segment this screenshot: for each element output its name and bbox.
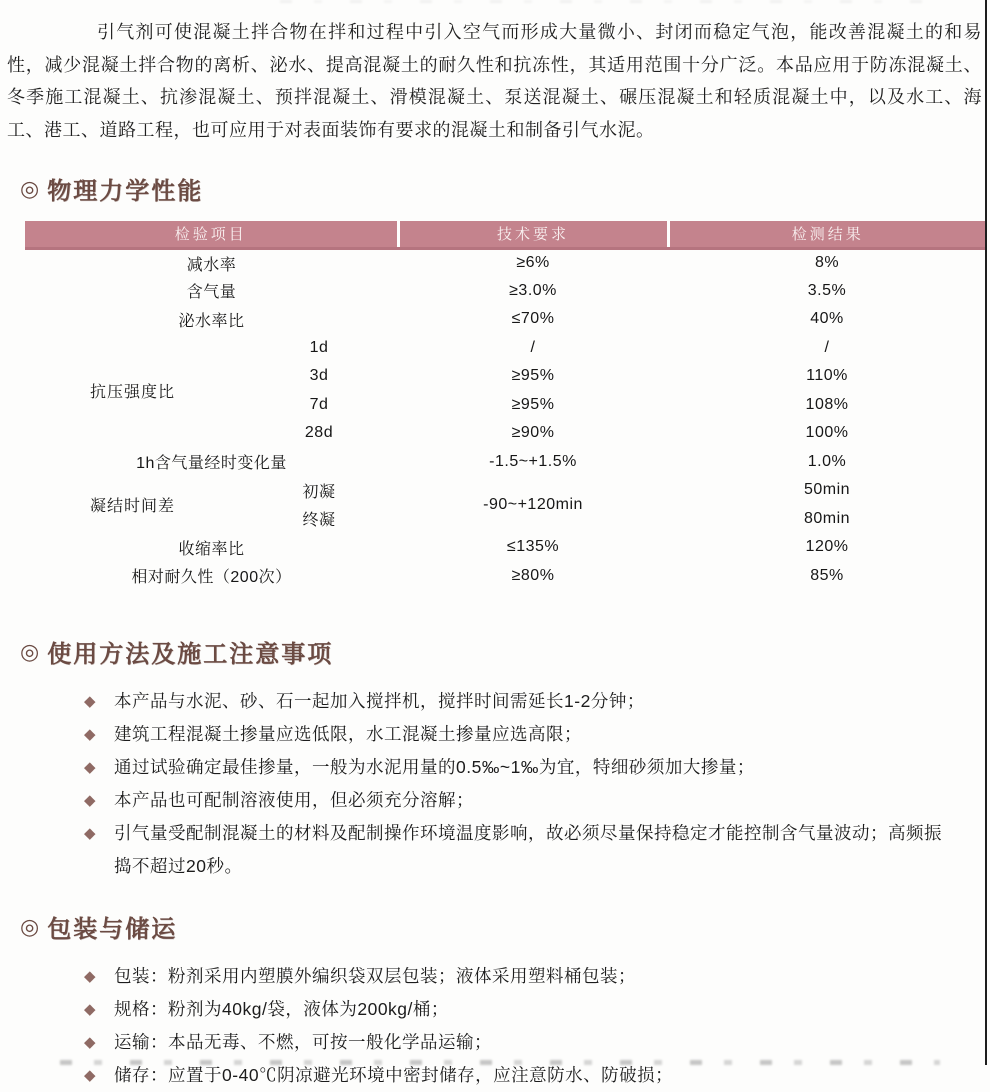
table-row: [25, 248, 986, 277]
list-item: [84, 784, 954, 817]
cell-sub-item: 7d: [309, 395, 329, 413]
cell-item: 泌水率比: [178, 312, 245, 330]
table-header-requirement: 技术要求: [398, 221, 668, 248]
section-title: 包装与储运: [47, 916, 178, 943]
cell-result: 110%: [806, 367, 848, 385]
page-edge-scan-line: [985, 0, 987, 1065]
cell-requirement: ≤135%: [506, 538, 560, 556]
table-header-row: [25, 221, 986, 248]
table-row: [25, 448, 986, 477]
cell-item: 1h含气量经时变化量: [136, 455, 287, 473]
bullet-text: 建筑工程混凝土掺量应选低限，水工混凝土掺量应选高限；: [114, 724, 583, 744]
table-row: [25, 476, 986, 505]
bullet-text: 规格：粉剂为40kg/袋，液体为200kg/桶；: [114, 999, 449, 1019]
table-header-result: 检测结果: [668, 221, 986, 248]
cell-sub-item: 28d: [304, 424, 334, 442]
cell-result: 120%: [805, 538, 849, 556]
cell-sub-item: 终凝: [302, 512, 336, 530]
diamond-bullet-icon: ◆: [84, 693, 97, 710]
bullet-text: 引气量受配制混凝土的材料及配制操作环境温度影响，故必须尽量保持稳定才能控制含气量波动；高频振捣不超过20秒。: [114, 823, 943, 876]
diamond-bullet-icon: ◆: [84, 968, 97, 985]
bullet-text: 运输：本品无毒、不燃，可按一般化学品运输；: [114, 1032, 493, 1052]
double-circle-icon: ◎: [20, 638, 40, 664]
list-item: [84, 960, 954, 993]
bullet-text: 储存：应置于0-40℃阴凉避光环境中密封储存，应注意防水、防破损；: [114, 1065, 674, 1085]
list-item: [84, 993, 954, 1026]
cell-requirement: ≥95%: [511, 367, 555, 385]
cell-result: 1.0%: [807, 452, 847, 470]
diamond-bullet-icon: ◆: [84, 1001, 97, 1018]
diamond-bullet-icon: ◆: [84, 759, 97, 776]
list-item: [84, 751, 954, 784]
table-row: [25, 334, 986, 363]
cell-result: 40%: [810, 310, 844, 328]
list-item: [84, 685, 954, 718]
cell-requirement: ≥90%: [511, 424, 555, 442]
cell-sub-item: 初凝: [302, 483, 336, 501]
section-heading-packaging: [20, 909, 990, 944]
cell-item: 含气量: [186, 284, 237, 302]
table-row: [25, 277, 986, 306]
cell-result: 108%: [805, 395, 849, 413]
clipped-text-remnant-bottom: [60, 1060, 940, 1065]
clipped-text-remnant-top: [280, 0, 940, 3]
diamond-bullet-icon: ◆: [84, 1034, 97, 1051]
cell-sub-item: 3d: [309, 367, 329, 385]
table-header-item: 检验项目: [25, 221, 398, 248]
cell-result: 8%: [814, 254, 840, 271]
table-row: [25, 533, 986, 562]
double-circle-icon: ◎: [20, 175, 40, 201]
section-heading-usage: [20, 634, 990, 669]
cell-result: /: [824, 338, 830, 356]
cell-result: 50min: [803, 481, 851, 499]
cell-requirement: /: [530, 338, 536, 356]
cell-requirement: -90~+120min: [483, 495, 583, 513]
list-item: [84, 817, 954, 883]
table-row: [25, 562, 986, 591]
section-heading-physical: [20, 171, 990, 206]
packaging-bullet-list: [84, 960, 954, 1092]
cell-item: 收缩率比: [178, 540, 245, 558]
cell-requirement: ≥95%: [511, 395, 555, 413]
bullet-text: 包装：粉剂采用内塑膜外编织袋双层包装；液体采用塑料桶包装；: [114, 966, 637, 986]
cell-result: 100%: [805, 424, 849, 442]
intro-paragraph: 引气剂可使混凝土拌合物在拌和过程中引入空气而形成大量微小、封闭而稳定气泡，能改善混凝土的和易性，减少混凝土拌合物的离析、泌水、提高混凝土的耐久性和抗冻性，其适用范围十分广泛。本品应用于防冻混凝土、冬季施工混凝土、抗渗混凝土、预拌混凝土、滑模混凝土、泵送混凝土、碾压混凝土和轻质混凝土中，以及水工、海工、港工、道路工程，也可应用于对表面装饰有要求的混凝土和制备引气水泥。: [7, 22, 982, 140]
cell-group-label: 凝结时间差: [89, 498, 175, 515]
cell-item: 减水率: [186, 256, 237, 274]
cell-result: 85%: [810, 566, 844, 584]
diamond-bullet-icon: ◆: [84, 792, 97, 809]
bullet-text: 本产品与水泥、砂、石一起加入搅拌机，搅拌时间需延长1-2分钟；: [114, 691, 645, 711]
cell-result: 3.5%: [807, 281, 847, 299]
diamond-bullet-icon: ◆: [84, 825, 97, 842]
double-circle-icon: ◎: [20, 913, 40, 939]
diamond-bullet-icon: ◆: [84, 726, 97, 743]
usage-bullet-list: [84, 685, 954, 883]
cell-requirement: -1.5~+1.5%: [489, 452, 577, 470]
cell-requirement: ≥80%: [511, 566, 555, 584]
cell-sub-item: 1d: [309, 338, 329, 356]
cell-item: 相对耐久性（200次）: [131, 569, 292, 587]
bullet-text: 通过试验确定最佳掺量，一般为水泥用量的0.5‰~1‰为宜，特细砂须加大掺量；: [114, 757, 755, 777]
table-row: [25, 305, 986, 334]
section-title: 物理力学性能: [47, 178, 204, 205]
section-title: 使用方法及施工注意事项: [47, 641, 334, 668]
cell-result: 80min: [803, 509, 851, 527]
cell-requirement: ≥3.0%: [509, 281, 557, 299]
bullet-text: 本产品也可配制溶液使用，但必须充分溶解；: [114, 790, 475, 810]
properties-table: [25, 221, 986, 590]
list-item: [84, 718, 954, 751]
list-item: [84, 1026, 954, 1059]
cell-group-label: 抗压强度比: [89, 384, 175, 401]
cell-requirement: ≤70%: [511, 310, 555, 328]
cell-requirement: ≥6%: [516, 254, 550, 271]
diamond-bullet-icon: ◆: [84, 1067, 97, 1084]
